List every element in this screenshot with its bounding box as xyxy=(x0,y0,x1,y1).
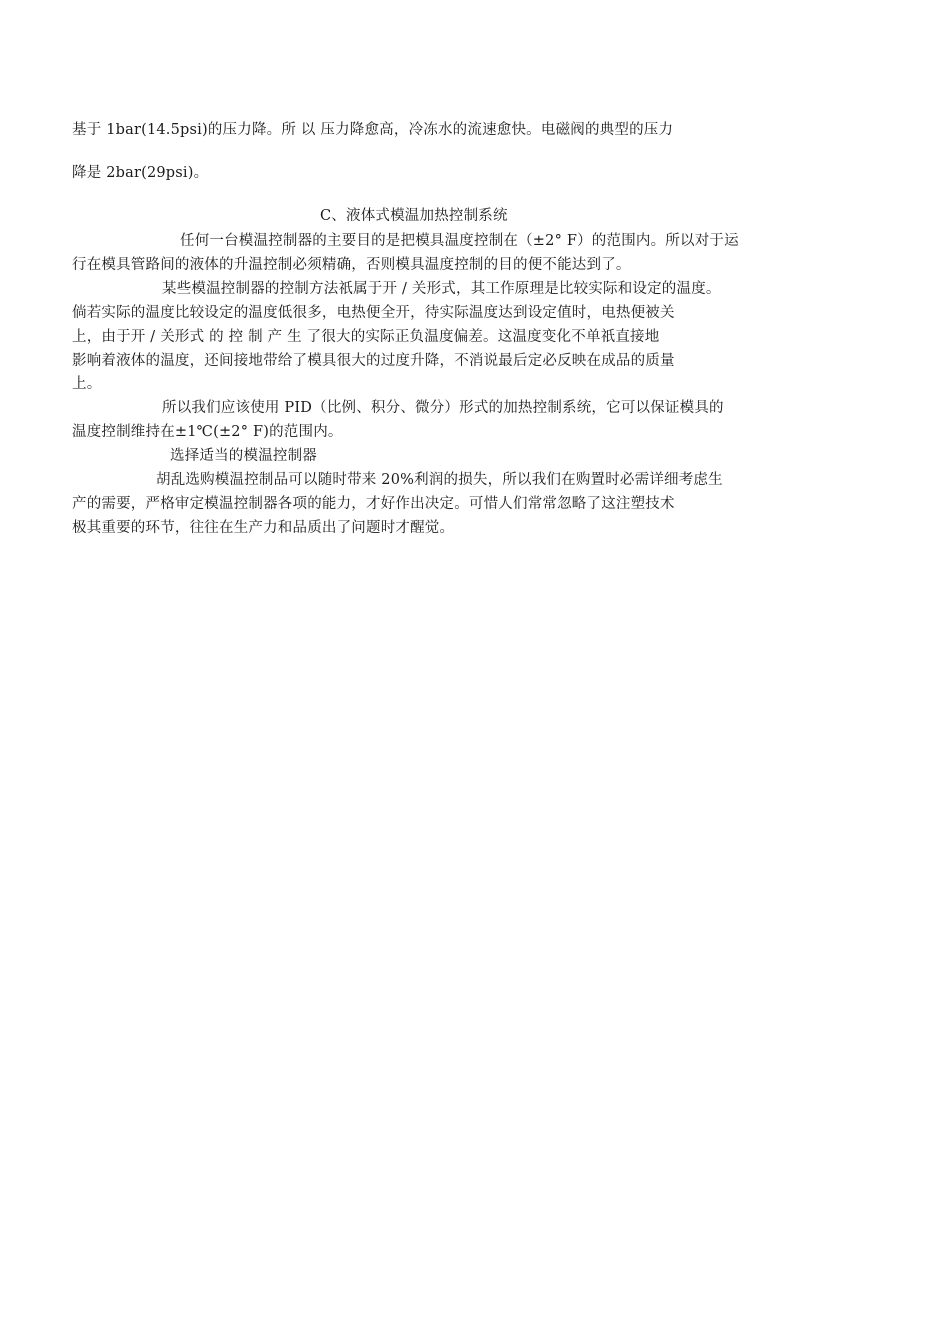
text-line: 温度控制维持在±1℃(±2° F)的范围内。 xyxy=(72,424,343,440)
text-line: 行在模具管路间的液体的升温控制必须精确，否则模具温度控制的目的便不能达到了。 xyxy=(72,257,631,273)
text-line: 影响着液体的温度，还间接地带给了模具很大的过度升降，不消说最后定必反映在成品的质量 xyxy=(72,353,675,369)
text-line: 所以我们应该使用 PID（比例、积分、微分）形式的加热控制系统，它可以保证模具的 xyxy=(162,400,724,416)
text-line: 任何一台模温控制器的主要目的是把模具温度控制在（±2° F）的范围内。所以对于运 xyxy=(180,233,739,249)
text-line: 产的需要，严格审定模温控制器各项的能力，才好作出决定。可惜人们常常忽略了这注塑技术 xyxy=(72,496,675,512)
text-line: 倘若实际的温度比较设定的温度低很多，电热便全开，待实际温度达到设定值时，电热便被关 xyxy=(72,305,675,321)
text-line: 降是 2bar(29psi)。 xyxy=(72,165,209,181)
text-line: 上，由于开 / 关形式 的 控 制 产 生 了很大的实际正负温度偏差。这温度变化不单祇直接地 xyxy=(72,329,660,345)
subsection-heading: 选择适当的模温控制器 xyxy=(170,448,317,464)
text-line: 上。 xyxy=(72,376,102,392)
text-line: 胡乱选购模温控制品可以随时带来 20%利润的损失，所以我们在购置时必需详细考虑生 xyxy=(156,472,723,488)
text-line: 某些模温控制器的控制方法祇属于开 / 关形式，其工作原理是比较实际和设定的温度。 xyxy=(162,281,721,297)
text-line: 基于 1bar(14.5psi)的压力降。所 以 压力降愈高，冷冻水的流速愈快。电磁阀的典型的压力 xyxy=(72,122,674,138)
text-line: 极其重要的环节，往往在生产力和品质出了问题时才醒觉。 xyxy=(72,520,455,536)
section-heading: C、液体式模温加热控制系统 xyxy=(320,208,508,224)
